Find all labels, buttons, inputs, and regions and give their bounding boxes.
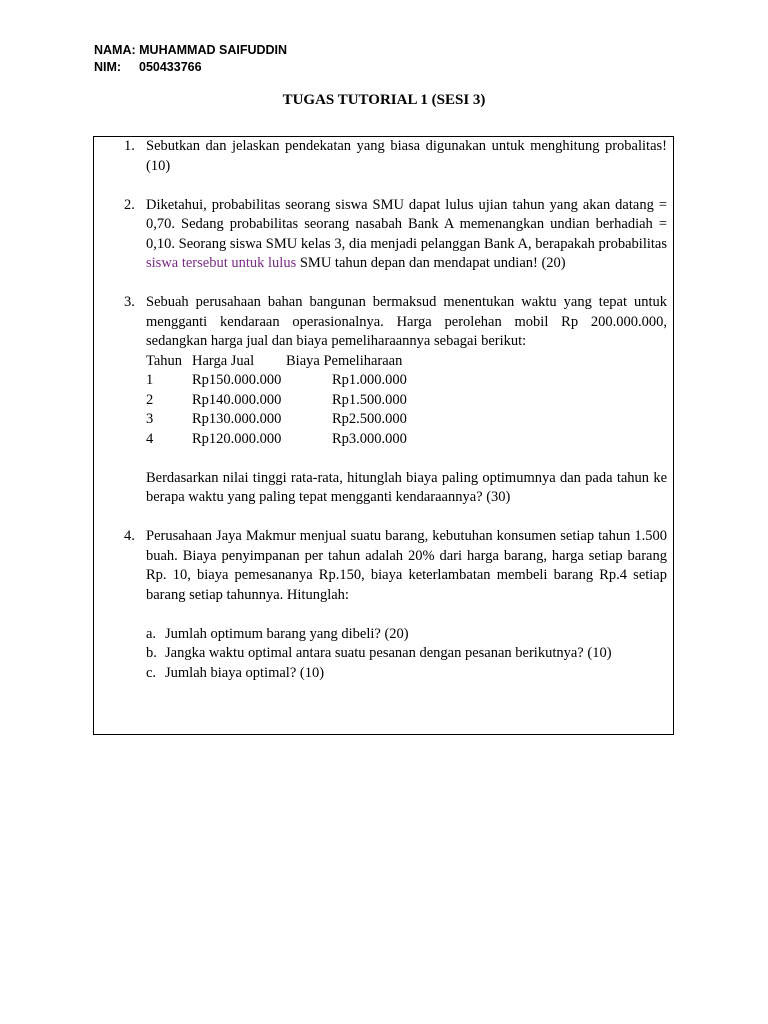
table-header-cell: Tahun bbox=[146, 352, 183, 369]
table-row bbox=[146, 430, 667, 450]
student-header bbox=[94, 42, 287, 76]
question-3 bbox=[112, 293, 667, 508]
page-title: TUGAS TUTORIAL 1 (SESI 3) bbox=[282, 92, 486, 108]
table-cell: 2 bbox=[146, 391, 154, 408]
sub-question-text: Jangka waktu optimal antara suatu pesanan dengan pesanan berikutnya? (10) bbox=[165, 645, 612, 661]
table-cell: Rp3.000.000 bbox=[332, 430, 407, 447]
sub-question-text: Jumlah optimum barang yang dibeli? (20) bbox=[165, 625, 409, 642]
sub-question-letter: a. bbox=[146, 625, 157, 642]
question-list bbox=[112, 137, 667, 683]
sub-question-b bbox=[146, 644, 667, 664]
sub-question-letter: b. bbox=[146, 645, 157, 661]
student-nim bbox=[94, 59, 287, 76]
table-cell: 4 bbox=[146, 430, 154, 447]
nim-label: NIM: bbox=[94, 60, 122, 74]
nim-value: 050433766 bbox=[139, 60, 202, 74]
question-text-part: Diketahui, probabilitas seorang siswa SMU dapat lulus ujian tahun yang akan datang = 0,70. Sedang probabilitas seorang nasabah Bank A memenangkan undian berhadiah = 0,10. Seorang siswa SMU kelas 3, dia menjadi pelanggan Bank A, berapakah probabilitas bbox=[146, 196, 667, 252]
question-number: 2. bbox=[124, 196, 135, 213]
question-2 bbox=[112, 196, 667, 274]
highlighted-text: siswa tersebut untuk lulus bbox=[146, 255, 297, 271]
table-header-cell: Biaya Pemeliharaan bbox=[286, 352, 403, 369]
table-cell: Rp130.000.000 bbox=[192, 411, 282, 427]
table-header-row bbox=[146, 352, 667, 372]
question-4 bbox=[112, 527, 667, 683]
question-text: Sebutkan dan jelaskan pendekatan yang biasa digunakan untuk menghitung probalitas! (10) bbox=[146, 138, 667, 174]
table-cell: Rp140.000.000 bbox=[192, 391, 282, 408]
sub-question-a bbox=[146, 625, 667, 645]
question-text-part: SMU tahun depan dan mendapat undian! (20) bbox=[296, 255, 566, 271]
sub-question-letter: c. bbox=[146, 664, 157, 681]
table-cell: 3 bbox=[146, 411, 154, 427]
table-row bbox=[146, 371, 667, 391]
question-text: Perusahaan Jaya Makmur menjual suatu barang, kebutuhan konsumen setiap tahun 1.500 buah. Biaya penyimpanan per tahun adalah 20% dari harga barang, harga setiap barang Rp. 10, biaya pemesananya Rp.150, biaya keterlambatan membeli barang Rp.4 setiap barang setiap tahunnya. Hitunglah: bbox=[146, 528, 667, 603]
table-row bbox=[146, 410, 667, 430]
table-header-cell: Harga Jual bbox=[192, 352, 255, 369]
table-cell: Rp120.000.000 bbox=[192, 430, 282, 447]
sub-question-text: Jumlah biaya optimal? (10) bbox=[165, 664, 325, 681]
sub-question-c bbox=[146, 664, 667, 684]
table-cell: Rp1.000.000 bbox=[332, 372, 407, 388]
table-cell: Rp150.000.000 bbox=[192, 372, 282, 388]
table-cell: Rp2.500.000 bbox=[332, 411, 407, 427]
table-row bbox=[146, 391, 667, 411]
question-text bbox=[146, 196, 667, 274]
question-number: 1. bbox=[124, 138, 135, 154]
table-cell: Rp1.500.000 bbox=[332, 391, 407, 408]
question-number: 3. bbox=[124, 294, 135, 310]
question-1 bbox=[112, 137, 667, 176]
question-number: 4. bbox=[124, 528, 135, 544]
student-name: NAMA: MUHAMMAD SAIFUDDIN bbox=[94, 43, 288, 57]
question-text: Sebuah perusahaan bahan bangunan bermaksud menentukan waktu yang tepat untuk mengganti kendaraan operasionalnya. Harga perolehan mobil Rp 200.000.000, sedangkan harga jual dan biaya pemeliharaannya sebagai berikut: bbox=[146, 294, 667, 349]
question-text: Berdasarkan nilai tinggi rata-rata, hitunglah biaya paling optimumnya dan pada tahun ke berapa waktu yang paling tepat mengganti kendaraannya? (30) bbox=[146, 469, 667, 505]
table-cell: 1 bbox=[146, 372, 154, 388]
